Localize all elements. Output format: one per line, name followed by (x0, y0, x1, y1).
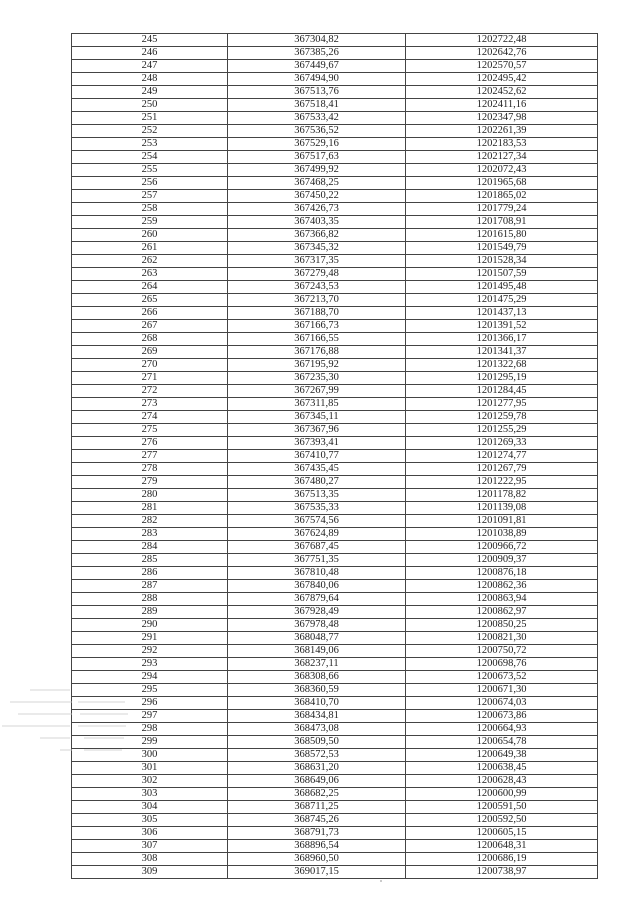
x-coordinate-cell: 367513,35 (228, 489, 406, 502)
table-row (72, 203, 598, 216)
point-number-cell: 302 (72, 775, 228, 788)
y-coordinate-cell: 1201295,19 (406, 372, 598, 385)
point-number-cell: 267 (72, 320, 228, 333)
y-coordinate-cell: 1201091,81 (406, 515, 598, 528)
point-number-cell: 279 (72, 476, 228, 489)
table-row (72, 606, 598, 619)
y-coordinate-cell: 1200648,31 (406, 840, 598, 853)
y-coordinate-cell: 1201222,95 (406, 476, 598, 489)
y-coordinate-cell: 1201779,24 (406, 203, 598, 216)
y-coordinate-cell: 1200674,03 (406, 697, 598, 710)
point-number-cell: 266 (72, 307, 228, 320)
x-coordinate-cell: 368360,59 (228, 684, 406, 697)
point-number-cell: 288 (72, 593, 228, 606)
x-coordinate-cell: 368237,11 (228, 658, 406, 671)
y-coordinate-cell: 1201274,77 (406, 450, 598, 463)
y-coordinate-cell: 1202072,43 (406, 164, 598, 177)
y-coordinate-cell: 1200592,50 (406, 814, 598, 827)
point-number-cell: 272 (72, 385, 228, 398)
y-coordinate-cell: 1200862,36 (406, 580, 598, 593)
point-number-cell: 296 (72, 697, 228, 710)
y-coordinate-cell: 1202411,16 (406, 99, 598, 112)
y-coordinate-cell: 1200600,99 (406, 788, 598, 801)
x-coordinate-cell: 367513,76 (228, 86, 406, 99)
x-coordinate-cell: 367624,89 (228, 528, 406, 541)
point-number-cell: 298 (72, 723, 228, 736)
y-coordinate-cell: 1200671,30 (406, 684, 598, 697)
y-coordinate-cell: 1201255,29 (406, 424, 598, 437)
table-row (72, 86, 598, 99)
point-number-cell: 251 (72, 112, 228, 125)
point-number-cell: 259 (72, 216, 228, 229)
table-row (72, 99, 598, 112)
table-row (72, 463, 598, 476)
x-coordinate-cell: 368434,81 (228, 710, 406, 723)
x-coordinate-cell: 367235,30 (228, 372, 406, 385)
point-number-cell: 309 (72, 866, 228, 879)
table-row (72, 723, 598, 736)
table-row (72, 268, 598, 281)
table-row (72, 671, 598, 684)
y-coordinate-cell: 1200863,94 (406, 593, 598, 606)
table-row (72, 125, 598, 138)
point-number-cell: 289 (72, 606, 228, 619)
table-row (72, 164, 598, 177)
x-coordinate-cell: 367393,41 (228, 437, 406, 450)
x-coordinate-cell: 367840,06 (228, 580, 406, 593)
x-coordinate-cell: 367345,11 (228, 411, 406, 424)
x-coordinate-cell: 367435,45 (228, 463, 406, 476)
point-number-cell: 281 (72, 502, 228, 515)
x-coordinate-cell: 367494,90 (228, 73, 406, 86)
y-coordinate-cell: 1201495,48 (406, 281, 598, 294)
table-row (72, 749, 598, 762)
coordinates-table-body (72, 34, 598, 879)
x-coordinate-cell: 367517,63 (228, 151, 406, 164)
point-number-cell: 249 (72, 86, 228, 99)
x-coordinate-cell: 367687,45 (228, 541, 406, 554)
point-number-cell: 247 (72, 60, 228, 73)
x-coordinate-cell: 368410,70 (228, 697, 406, 710)
x-coordinate-cell: 367279,48 (228, 268, 406, 281)
point-number-cell: 261 (72, 242, 228, 255)
point-number-cell: 287 (72, 580, 228, 593)
table-row (72, 138, 598, 151)
point-number-cell: 273 (72, 398, 228, 411)
x-coordinate-cell: 368149,06 (228, 645, 406, 658)
point-number-cell: 297 (72, 710, 228, 723)
point-number-cell: 264 (72, 281, 228, 294)
point-number-cell: 283 (72, 528, 228, 541)
table-row (72, 866, 598, 879)
x-coordinate-cell: 367751,35 (228, 554, 406, 567)
table-row (72, 515, 598, 528)
y-coordinate-cell: 1200654,78 (406, 736, 598, 749)
table-row (72, 814, 598, 827)
point-number-cell: 256 (72, 177, 228, 190)
point-number-cell: 248 (72, 73, 228, 86)
point-number-cell: 254 (72, 151, 228, 164)
y-coordinate-cell: 1201965,68 (406, 177, 598, 190)
y-coordinate-cell: 1200628,43 (406, 775, 598, 788)
point-number-cell: 271 (72, 372, 228, 385)
x-coordinate-cell: 367366,82 (228, 229, 406, 242)
y-coordinate-cell: 1202495,42 (406, 73, 598, 86)
point-number-cell: 258 (72, 203, 228, 216)
point-number-cell: 306 (72, 827, 228, 840)
y-coordinate-cell: 1200673,86 (406, 710, 598, 723)
table-row (72, 762, 598, 775)
x-coordinate-cell: 369017,15 (228, 866, 406, 879)
y-coordinate-cell: 1201038,89 (406, 528, 598, 541)
table-row (72, 34, 598, 47)
x-coordinate-cell: 367574,56 (228, 515, 406, 528)
y-coordinate-cell: 1200698,76 (406, 658, 598, 671)
y-coordinate-cell: 1202183,53 (406, 138, 598, 151)
y-coordinate-cell: 1200821,30 (406, 632, 598, 645)
y-coordinate-cell: 1201475,29 (406, 294, 598, 307)
x-coordinate-cell: 367468,25 (228, 177, 406, 190)
y-coordinate-cell: 1200649,38 (406, 749, 598, 762)
point-number-cell: 305 (72, 814, 228, 827)
table-row (72, 827, 598, 840)
x-coordinate-cell: 368048,77 (228, 632, 406, 645)
table-row (72, 632, 598, 645)
point-number-cell: 250 (72, 99, 228, 112)
point-number-cell: 293 (72, 658, 228, 671)
x-coordinate-cell: 368631,20 (228, 762, 406, 775)
x-coordinate-cell: 367195,92 (228, 359, 406, 372)
table-row (72, 73, 598, 86)
y-coordinate-cell: 1201284,45 (406, 385, 598, 398)
coordinates-table (71, 33, 598, 879)
x-coordinate-cell: 367176,88 (228, 346, 406, 359)
point-number-cell: 308 (72, 853, 228, 866)
point-number-cell: 246 (72, 47, 228, 60)
x-coordinate-cell: 368473,08 (228, 723, 406, 736)
point-number-cell: 278 (72, 463, 228, 476)
y-coordinate-cell: 1200686,19 (406, 853, 598, 866)
y-coordinate-cell: 1200664,93 (406, 723, 598, 736)
y-coordinate-cell: 1201277,95 (406, 398, 598, 411)
x-coordinate-cell: 368896,54 (228, 840, 406, 853)
point-number-cell: 290 (72, 619, 228, 632)
x-coordinate-cell: 368572,53 (228, 749, 406, 762)
y-coordinate-cell: 1200638,45 (406, 762, 598, 775)
point-number-cell: 301 (72, 762, 228, 775)
x-coordinate-cell: 367426,73 (228, 203, 406, 216)
y-coordinate-cell: 1201139,08 (406, 502, 598, 515)
y-coordinate-cell: 1201549,79 (406, 242, 598, 255)
y-coordinate-cell: 1200591,50 (406, 801, 598, 814)
point-number-cell: 295 (72, 684, 228, 697)
point-number-cell: 276 (72, 437, 228, 450)
table-row (72, 788, 598, 801)
point-number-cell: 282 (72, 515, 228, 528)
table-row (72, 580, 598, 593)
table-row (72, 645, 598, 658)
x-coordinate-cell: 367403,35 (228, 216, 406, 229)
y-coordinate-cell: 1201507,59 (406, 268, 598, 281)
table-row (72, 255, 598, 268)
table-row (72, 307, 598, 320)
table-row (72, 47, 598, 60)
point-number-cell: 284 (72, 541, 228, 554)
table-row (72, 398, 598, 411)
table-row (72, 528, 598, 541)
point-number-cell: 292 (72, 645, 228, 658)
table-row (72, 697, 598, 710)
y-coordinate-cell: 1202261,39 (406, 125, 598, 138)
table-row (72, 437, 598, 450)
point-number-cell: 265 (72, 294, 228, 307)
point-number-cell: 304 (72, 801, 228, 814)
table-row (72, 333, 598, 346)
table-row (72, 151, 598, 164)
y-coordinate-cell: 1200876,18 (406, 567, 598, 580)
table-row (72, 216, 598, 229)
table-row (72, 840, 598, 853)
y-coordinate-cell: 1201437,13 (406, 307, 598, 320)
x-coordinate-cell: 367449,67 (228, 60, 406, 73)
table-row (72, 489, 598, 502)
y-coordinate-cell: 1201615,80 (406, 229, 598, 242)
y-coordinate-cell: 1201391,52 (406, 320, 598, 333)
x-coordinate-cell: 367166,73 (228, 320, 406, 333)
point-number-cell: 303 (72, 788, 228, 801)
point-number-cell: 257 (72, 190, 228, 203)
y-coordinate-cell: 1201269,33 (406, 437, 598, 450)
scan-smudge (0, 684, 130, 764)
table-row (72, 541, 598, 554)
x-coordinate-cell: 367810,48 (228, 567, 406, 580)
y-coordinate-cell: 1200750,72 (406, 645, 598, 658)
y-coordinate-cell: 1200862,97 (406, 606, 598, 619)
point-number-cell: 245 (72, 34, 228, 47)
y-coordinate-cell: 1200673,52 (406, 671, 598, 684)
x-coordinate-cell: 367499,92 (228, 164, 406, 177)
y-coordinate-cell: 1200850,25 (406, 619, 598, 632)
table-row (72, 502, 598, 515)
x-coordinate-cell: 367213,70 (228, 294, 406, 307)
point-number-cell: 299 (72, 736, 228, 749)
x-coordinate-cell: 368509,50 (228, 736, 406, 749)
table-row (72, 411, 598, 424)
x-coordinate-cell: 367410,77 (228, 450, 406, 463)
x-coordinate-cell: 367536,52 (228, 125, 406, 138)
table-row (72, 853, 598, 866)
x-coordinate-cell: 368745,26 (228, 814, 406, 827)
table-row (72, 567, 598, 580)
x-coordinate-cell: 367166,55 (228, 333, 406, 346)
scan-speck (380, 880, 382, 882)
y-coordinate-cell: 1201259,78 (406, 411, 598, 424)
y-coordinate-cell: 1201178,82 (406, 489, 598, 502)
table-row (72, 177, 598, 190)
table-row (72, 593, 598, 606)
table-row (72, 320, 598, 333)
table-row (72, 710, 598, 723)
x-coordinate-cell: 367317,35 (228, 255, 406, 268)
x-coordinate-cell: 367304,82 (228, 34, 406, 47)
y-coordinate-cell: 1202570,57 (406, 60, 598, 73)
y-coordinate-cell: 1202722,48 (406, 34, 598, 47)
y-coordinate-cell: 1202347,98 (406, 112, 598, 125)
x-coordinate-cell: 368649,06 (228, 775, 406, 788)
point-number-cell: 291 (72, 632, 228, 645)
x-coordinate-cell: 368791,73 (228, 827, 406, 840)
point-number-cell: 280 (72, 489, 228, 502)
y-coordinate-cell: 1201267,79 (406, 463, 598, 476)
x-coordinate-cell: 367518,41 (228, 99, 406, 112)
table-row (72, 619, 598, 632)
y-coordinate-cell: 1201708,91 (406, 216, 598, 229)
point-number-cell: 263 (72, 268, 228, 281)
y-coordinate-cell: 1201528,34 (406, 255, 598, 268)
point-number-cell: 286 (72, 567, 228, 580)
x-coordinate-cell: 367385,26 (228, 47, 406, 60)
x-coordinate-cell: 367450,22 (228, 190, 406, 203)
x-coordinate-cell: 367480,27 (228, 476, 406, 489)
table-row (72, 112, 598, 125)
table-row (72, 385, 598, 398)
y-coordinate-cell: 1202127,34 (406, 151, 598, 164)
table-row (72, 229, 598, 242)
y-coordinate-cell: 1202452,62 (406, 86, 598, 99)
table-row (72, 372, 598, 385)
point-number-cell: 260 (72, 229, 228, 242)
point-number-cell: 277 (72, 450, 228, 463)
x-coordinate-cell: 368960,50 (228, 853, 406, 866)
table-row (72, 294, 598, 307)
y-coordinate-cell: 1201322,68 (406, 359, 598, 372)
x-coordinate-cell: 368682,25 (228, 788, 406, 801)
point-number-cell: 294 (72, 671, 228, 684)
table-row (72, 801, 598, 814)
x-coordinate-cell: 367243,53 (228, 281, 406, 294)
table-row (72, 424, 598, 437)
x-coordinate-cell: 368308,66 (228, 671, 406, 684)
x-coordinate-cell: 367928,49 (228, 606, 406, 619)
table-row (72, 684, 598, 697)
point-number-cell: 255 (72, 164, 228, 177)
x-coordinate-cell: 367188,70 (228, 307, 406, 320)
table-row (72, 190, 598, 203)
table-row (72, 554, 598, 567)
table-row (72, 359, 598, 372)
table-row (72, 281, 598, 294)
x-coordinate-cell: 367345,32 (228, 242, 406, 255)
x-coordinate-cell: 367535,33 (228, 502, 406, 515)
x-coordinate-cell: 367367,96 (228, 424, 406, 437)
table-row (72, 736, 598, 749)
y-coordinate-cell: 1201366,17 (406, 333, 598, 346)
point-number-cell: 269 (72, 346, 228, 359)
x-coordinate-cell: 367978,48 (228, 619, 406, 632)
point-number-cell: 300 (72, 749, 228, 762)
x-coordinate-cell: 368711,25 (228, 801, 406, 814)
x-coordinate-cell: 367879,64 (228, 593, 406, 606)
point-number-cell: 262 (72, 255, 228, 268)
table-row (72, 346, 598, 359)
y-coordinate-cell: 1200966,72 (406, 541, 598, 554)
point-number-cell: 274 (72, 411, 228, 424)
y-coordinate-cell: 1201341,37 (406, 346, 598, 359)
x-coordinate-cell: 367529,16 (228, 138, 406, 151)
table-row (72, 450, 598, 463)
point-number-cell: 307 (72, 840, 228, 853)
point-number-cell: 270 (72, 359, 228, 372)
x-coordinate-cell: 367311,85 (228, 398, 406, 411)
table-row (72, 60, 598, 73)
table-row (72, 658, 598, 671)
point-number-cell: 268 (72, 333, 228, 346)
point-number-cell: 285 (72, 554, 228, 567)
y-coordinate-cell: 1202642,76 (406, 47, 598, 60)
y-coordinate-cell: 1200738,97 (406, 866, 598, 879)
table-row (72, 476, 598, 489)
table-row (72, 242, 598, 255)
table-row (72, 775, 598, 788)
x-coordinate-cell: 367267,99 (228, 385, 406, 398)
point-number-cell: 275 (72, 424, 228, 437)
point-number-cell: 253 (72, 138, 228, 151)
x-coordinate-cell: 367533,42 (228, 112, 406, 125)
y-coordinate-cell: 1200605,15 (406, 827, 598, 840)
y-coordinate-cell: 1201865,02 (406, 190, 598, 203)
y-coordinate-cell: 1200909,37 (406, 554, 598, 567)
point-number-cell: 252 (72, 125, 228, 138)
